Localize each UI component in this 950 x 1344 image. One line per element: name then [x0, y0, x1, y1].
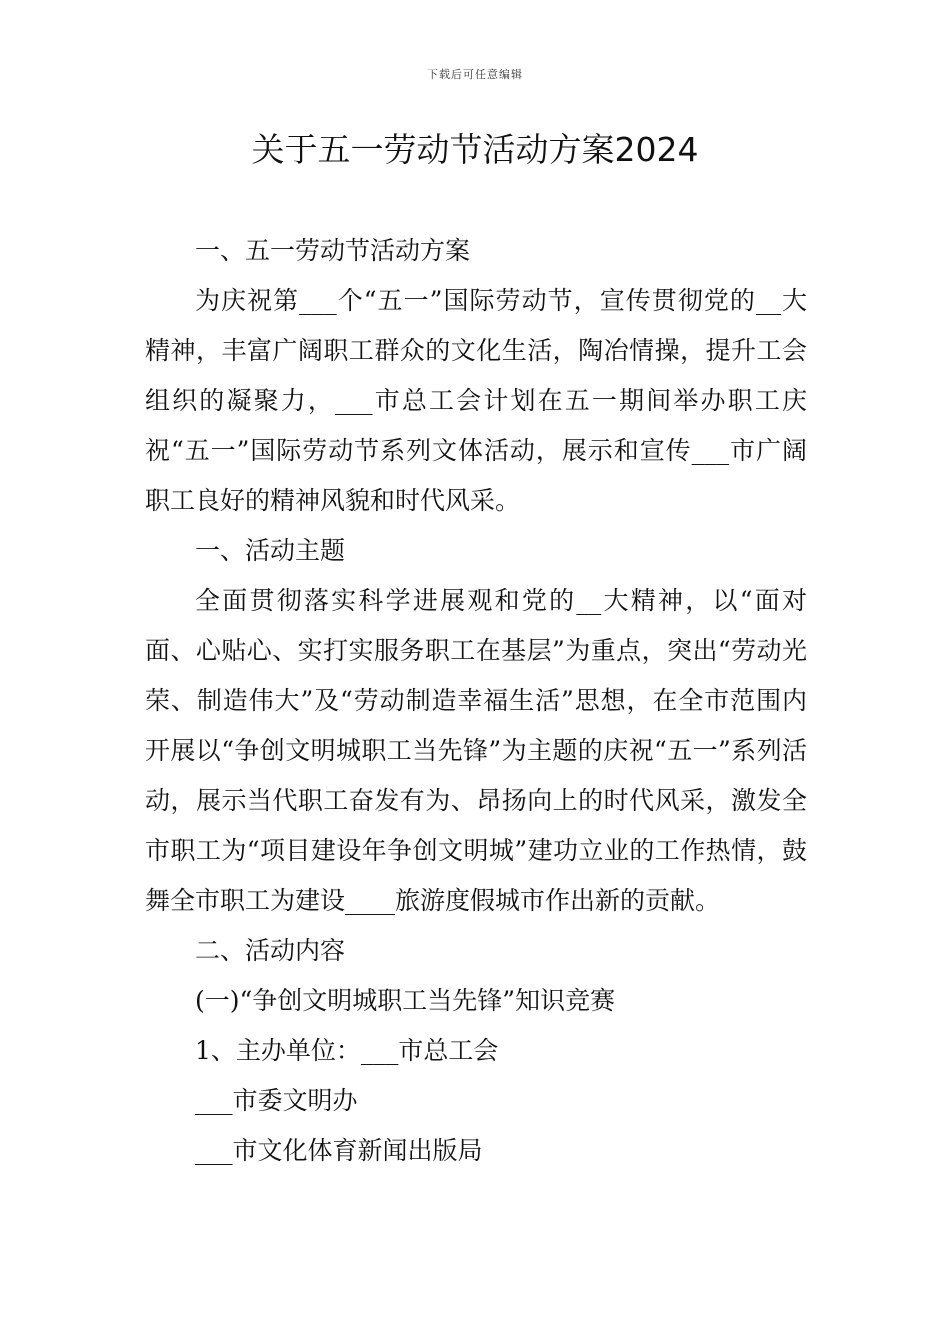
- list-item: 1、主办单位：___市总工会: [195, 1036, 499, 1065]
- header-note: 下载后可任意编辑: [427, 68, 523, 81]
- list-item: (一)“争创文明城职工当先锋”知识竞赛: [195, 986, 616, 1015]
- section-heading: 二、活动内容: [195, 936, 346, 965]
- paragraph: 为庆祝第___个“五一”国际劳动节，宣传贯彻党的__大精神，丰富广阔职工群众的文化生活，陶冶情操，提升工会组织的凝聚力，___市总工会计划在五一期间举办职工庆祝“五一”国际劳动节系列文体活动，展示和宣传___市广阔职工良好的精神风貌和时代风采。: [145, 286, 807, 515]
- document-title: 关于五一劳动节活动方案2024: [251, 130, 699, 169]
- list-item: ___市委文明办: [195, 1086, 358, 1115]
- section-heading: 一、五一劳动节活动方案: [195, 236, 471, 265]
- paragraph: 全面贯彻落实科学进展观和党的__大精神，以“面对面、心贴心、实打实服务职工在基层”为重点，突出“劳动光荣、制造伟大”及“劳动制造幸福生活”思想，在全市范围内开展以“争创文明城职工当先锋”为主题的庆祝“五一”系列活动，展示当代职工奋发有为、昂扬向上的时代风采，激发全市职工为“项目建设年争创文明城”建功立业的工作热情，鼓舞全市职工为建设____旅游度假城市作出新的贡献。: [145, 586, 807, 915]
- section-heading: 一、活动主题: [195, 536, 346, 565]
- list-item: ___市文化体育新闻出版局: [195, 1136, 483, 1165]
- document-body: [145, 226, 807, 1176]
